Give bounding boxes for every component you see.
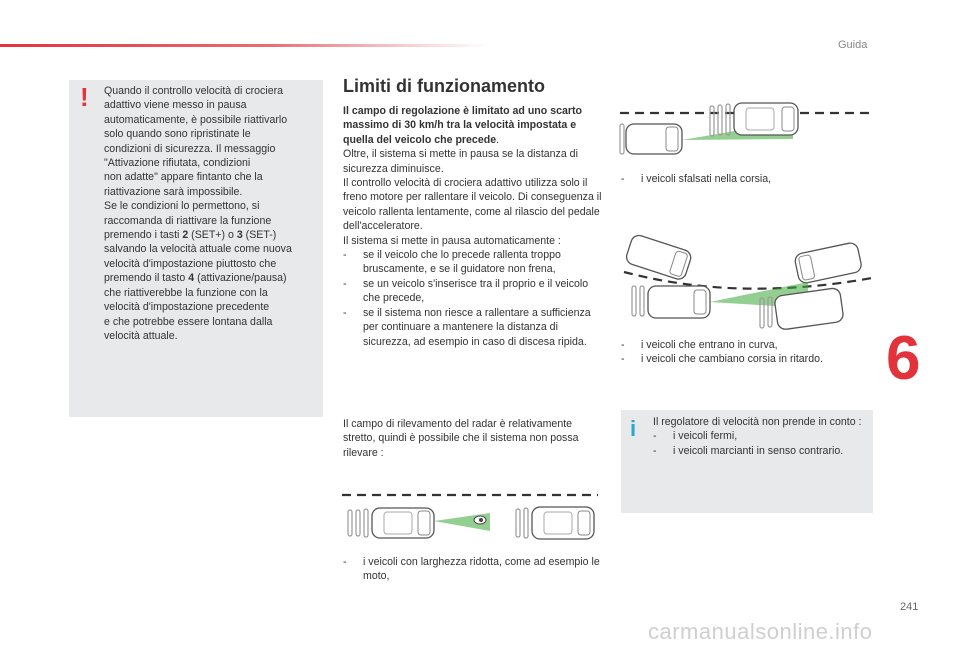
paragraph-1: Oltre, il sistema si mette in pausa se la distanza di sicurezza diminuisce. (343, 148, 578, 175)
list-item: - se il sistema non riesce a rallentare a sufficienza per continuare a mantenere la distanza di sicurezza, ad esempio in caso di discesa ripida. (343, 306, 591, 348)
list-item: - se un veicolo s'inserisce tra il proprio e il veicolo che precede, (343, 277, 589, 305)
caption-curve (621, 338, 871, 367)
figure-curve-vehicles (618, 232, 878, 334)
caption-moto: - i veicoli con larghezza ridotta, come ad esempio le moto, (343, 556, 600, 583)
main-text (343, 104, 607, 349)
key4-line: premendo il tasto 4 (attivazione/pausa) (104, 272, 287, 285)
list-item: - i veicoli che cambiano corsia in ritardo. (621, 353, 823, 366)
figure-offset-vehicles (618, 100, 878, 162)
section-title: Guida (838, 39, 868, 51)
info-text: Il regolatore di velocità non prende in conto : - i veicoli fermi, - i veicoli marcianti in senso contrario. (653, 415, 865, 458)
figure-motorcycle (340, 488, 602, 544)
caption-offset: - i veicoli sfalsati nella corsia, (621, 173, 772, 185)
paragraph-2: Il controllo velocità di crociera adattivo utilizza solo il freno motore per rallentare il veicolo. Di conseguenza il veicolo rallenta lentamente, come al rilascio del pedale dell'acceleratore. (343, 177, 602, 233)
page-number: 241 (900, 601, 919, 613)
keys-line: premendo i tasti 2 (SET+) o 3 (SET-) (104, 229, 277, 242)
chapter-number: 6 (886, 324, 921, 393)
list-item: - se il veicolo che lo precede rallenta troppo bruscamente, e se il guidatore non frena, (343, 249, 561, 276)
paragraph-3: Il sistema si mette in pausa automaticamente : (343, 234, 561, 247)
radar-paragraph: Il campo di rilevamento del radar è relativamente stretto, quindi è possibile che il sistema non possa rilevare : (343, 418, 579, 459)
section-heading: Limiti di funzionamento (343, 76, 545, 96)
header-accent-bar (0, 44, 490, 47)
list-item: - i veicoli fermi, (653, 430, 738, 443)
bold-intro: Il campo di regolazione è limitato ad uno scarto massimo di 30 km/h tra la velocità impostata e quella del veicolo che precede. (343, 105, 582, 146)
warning-text: Quando il controllo velocità di crociera adattivo viene messo in pausa automaticamente, è possibile riattivarlo solo quando sono ripristinate le condizioni di sicurezza. Il messaggio "Attivazione rifiutata, condizioni non adatte" appare fintanto che la riattivazione sarà impossibile. Se le condizioni lo permettono, si raccomanda di riattivare la funzione premendo i tasti 2 (SET+) o 3 (SET-) salvando la velocità attuale come nuova velocità d'impostazione piuttosto che premendo il tasto 4 (attivazione/pausa) che riattiverebbe la funzione con la velocità d'impostazione precedente e che potrebbe essere lontana dalla velocità attuale. (104, 84, 318, 343)
list-item: - i veicoli che entrano in curva, (621, 339, 778, 351)
watermark: carmanualsonline.info (648, 619, 873, 644)
warning-icon: ! (80, 82, 89, 112)
info-icon: i (630, 416, 637, 441)
list-item: - i veicoli marcianti in senso contrario. (653, 444, 844, 457)
